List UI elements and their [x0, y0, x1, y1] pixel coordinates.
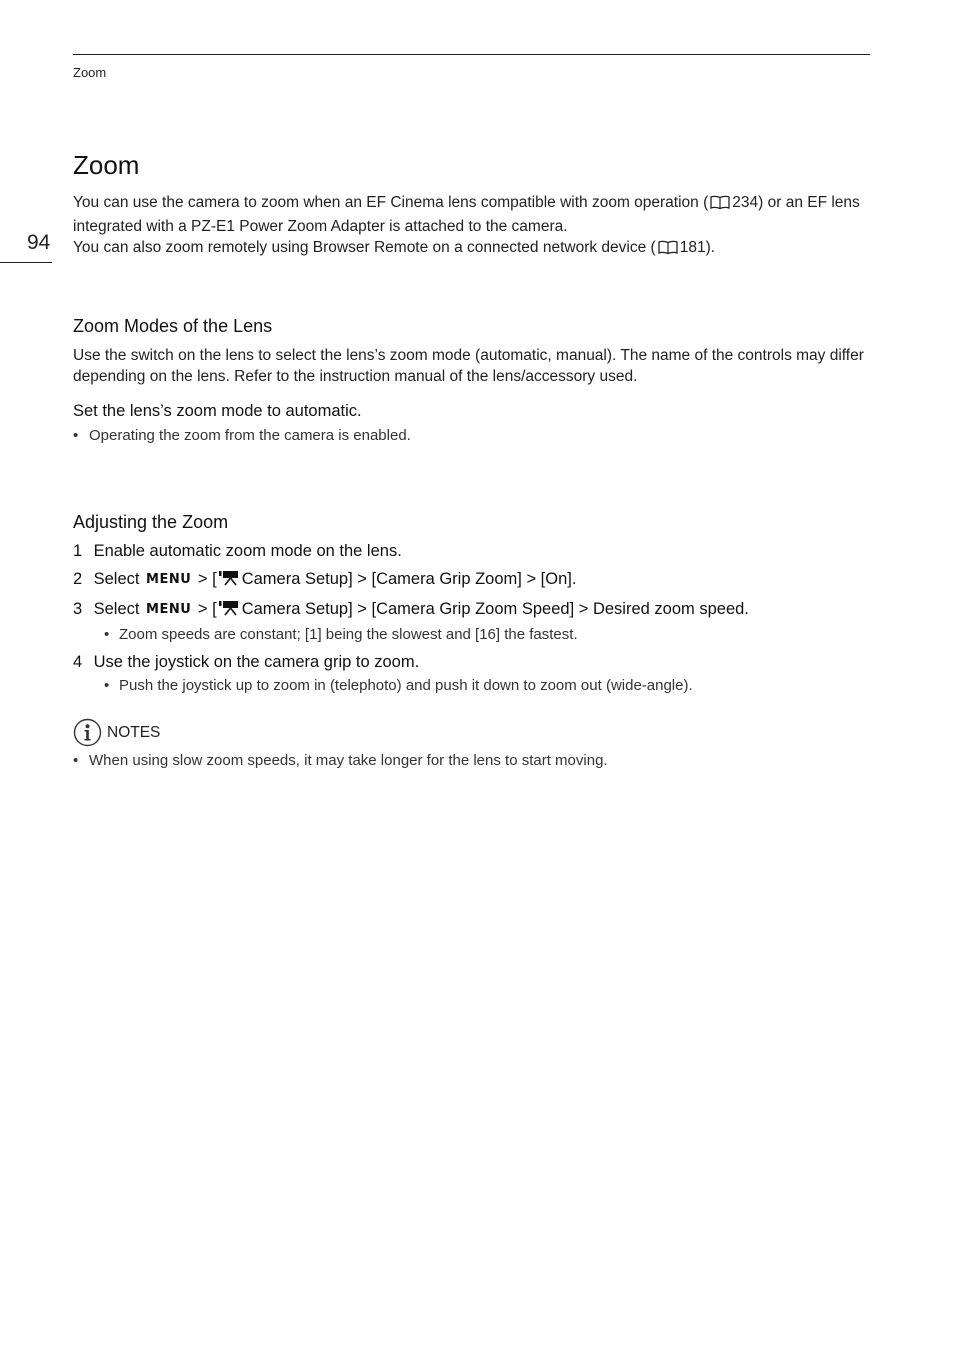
ref-link[interactable]: 234 — [732, 194, 759, 211]
section-heading: Adjusting the Zoom — [73, 512, 229, 532]
notes-block — [73, 718, 873, 771]
ref-link[interactable]: 181 — [679, 239, 706, 256]
intro-block — [73, 148, 873, 261]
page-number-rule — [0, 262, 52, 263]
menu-icon: MENU — [146, 602, 192, 617]
running-head: Zoom — [73, 65, 107, 80]
bullet-item: • Push the joystick up to zoom in (telephoto) and push it down to zoom out (wide-angle). — [104, 677, 693, 694]
step-list — [73, 540, 873, 696]
notes-label: NOTES — [107, 723, 161, 741]
book-icon — [710, 195, 730, 216]
book-icon — [658, 240, 678, 261]
step-2: 2 Select MENU > [ Camera Setup] > [Camera Grip Zoom] > [On]. — [73, 568, 873, 592]
step-text: Set the lens’s zoom mode to automatic. — [73, 402, 362, 420]
page-title: Zoom — [73, 150, 140, 180]
bullet-item: • When using slow zoom speeds, it may take longer for the lens to start moving. — [73, 752, 608, 769]
intro-paragraph-2: You can also zoom remotely using Browser Remote on a connected network device ( 181). — [73, 237, 873, 261]
intro-text — [73, 192, 873, 261]
intro-paragraph-1: You can use the camera to zoom when an EF Cinema lens compatible with zoom operation ( 234) or an EF lens integrated with a PZ-E1 Power Zoom Adapter is attached to the camera. — [73, 194, 860, 235]
step-3: 3 Select MENU > [ Camera Setup] > [Camera Grip Zoom Speed] > Desired zoom speed. — [73, 598, 873, 622]
header-rule — [73, 54, 870, 55]
info-icon — [73, 718, 102, 747]
notes-header — [73, 718, 873, 747]
section-heading: Zoom Modes of the Lens — [73, 316, 273, 336]
menu-icon: MENU — [146, 572, 192, 587]
section-body: Use the switch on the lens to select the lens’s zoom mode (automatic, manual). The name of the controls may differ depending on the lens. Refer to the instruction manual of the lens/accessory used. — [73, 347, 864, 385]
step-4: 4 Use the joystick on the camera grip to zoom. — [73, 653, 420, 671]
page-number: 94 — [27, 231, 51, 254]
section-adjusting-zoom — [73, 510, 873, 771]
bullet-item: • Zoom speeds are constant; [1] being the slowest and [16] the fastest. — [104, 626, 578, 643]
section-zoom-modes — [73, 314, 873, 446]
bullet-item: • Operating the zoom from the camera is enabled. — [73, 427, 411, 444]
step-1: 1 Enable automatic zoom mode on the lens. — [73, 542, 402, 560]
camera-setup-icon — [219, 600, 239, 622]
camera-setup-icon — [219, 570, 239, 592]
